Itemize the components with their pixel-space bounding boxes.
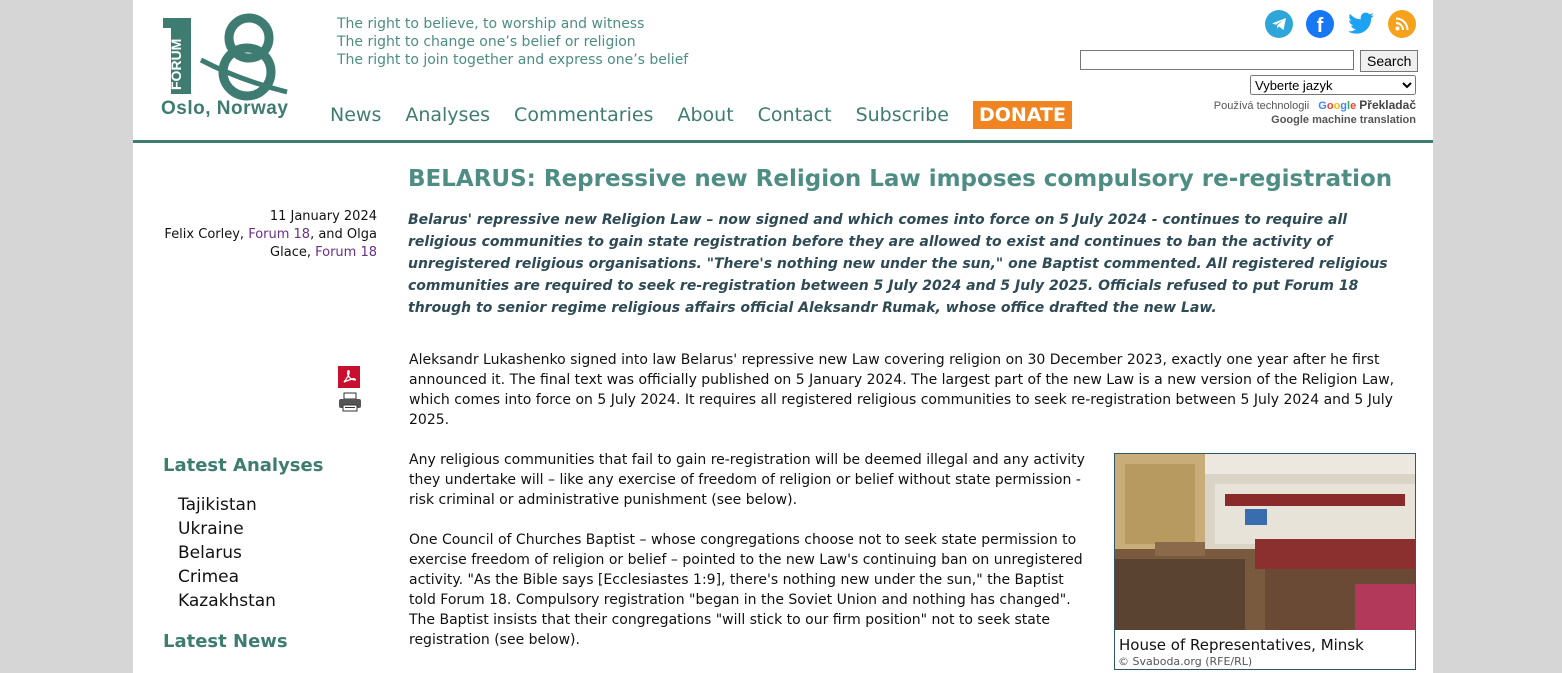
pdf-icon[interactable]: [338, 366, 360, 388]
rss-icon[interactable]: [1388, 10, 1416, 38]
taglines: [337, 15, 688, 69]
latest-analyses-list: [178, 493, 276, 613]
language-select[interactable]: [1250, 75, 1416, 95]
author-text-1: Felix Corley,: [164, 227, 249, 242]
forum18-link-2[interactable]: Forum 18: [315, 245, 377, 260]
analysis-link-crimea[interactable]: Crimea: [178, 567, 240, 587]
header-divider: [133, 140, 1433, 143]
nav-about[interactable]: About: [677, 104, 734, 126]
article-title: BELARUS: Repressive new Religion Law imposes compulsory re-registration: [408, 166, 1393, 192]
search-form: [1080, 50, 1418, 72]
social-links: [1265, 10, 1416, 38]
nav-commentaries[interactable]: Commentaries: [514, 104, 654, 126]
article-figure: [1114, 453, 1416, 670]
facebook-icon[interactable]: f: [1306, 10, 1334, 38]
search-input[interactable]: [1080, 50, 1354, 70]
translate-label[interactable]: Překladač: [1359, 98, 1416, 112]
tagline-2: The right to change one’s belief or religion: [337, 34, 636, 50]
latest-news-heading: Latest News: [163, 631, 288, 652]
analysis-link-belarus[interactable]: Belarus: [178, 543, 242, 563]
nav-news[interactable]: News: [330, 104, 382, 126]
figure-credit: © Svaboda.org (RFE/RL): [1118, 655, 1253, 668]
logo-location: Oslo, Norway: [161, 98, 289, 119]
printer-icon[interactable]: [338, 392, 362, 417]
figure-caption: House of Representatives, Minsk: [1119, 636, 1364, 654]
analysis-link-ukraine[interactable]: Ukraine: [178, 519, 244, 539]
analysis-link-tajikistan[interactable]: Tajikistan: [178, 495, 257, 515]
article-paragraph-2: Any religious communities that fail to gain re-registration will be deemed illegal and any activity they undertake will – like any exercise of freedom of religion or belief without state permission - risk criminal or administrative punishment (see below).: [409, 452, 1085, 508]
article-paragraph-1: Aleksandr Lukashenko signed into law Belarus' repressive new Law covering religion on 30 December 2023, exactly one year after he first announced it. The final text was officially published on 5 January 2024. The largest part of the new Law is a new version of the Religion Law, which comes into force on 5 July 2024. It requires all registered religious communities to seek re-registration between 5 July 2024 and 5 July 2025.: [409, 352, 1395, 428]
author-text-2: , and Olga Glace,: [270, 227, 377, 260]
google-translate-credit: [1214, 98, 1416, 127]
latest-analyses-heading: Latest Analyses: [163, 455, 324, 476]
twitter-icon[interactable]: [1347, 10, 1375, 38]
article-summary: Belarus' repressive new Religion Law – now signed and which comes into force on 5 July 2024 - continues to require all religious communities to gain state registration before they are allowed to exist and continues to ban the activity of unregistered religious organisations. "There's nothing new under the sun," one Baptist commented. All registered religious communities are required to seek re-registration between 5 July 2024 and 5 July 2025. Officials refused to put Forum 18 through to senior regime religious affairs official Aleksandr Rumak, whose office drafted the new Law.: [408, 212, 1388, 316]
telegram-icon[interactable]: [1265, 10, 1293, 38]
nav-subscribe[interactable]: Subscribe: [855, 104, 949, 126]
page: [133, 0, 1433, 673]
main-nav: [330, 101, 1096, 129]
nav-analyses[interactable]: Analyses: [405, 104, 491, 126]
google-logo[interactable]: Google: [1318, 100, 1357, 112]
search-button[interactable]: Search: [1360, 50, 1418, 72]
tagline-1: The right to believe, to worship and witness: [337, 16, 645, 32]
parliament-photo[interactable]: [1115, 454, 1415, 630]
machine-translation-label: Google machine translation: [1271, 114, 1416, 126]
article-date: 11 January 2024: [269, 209, 377, 224]
svg-text:FORUM: FORUM: [168, 38, 184, 90]
article-tools: [338, 366, 362, 417]
article-paragraph-3: One Council of Churches Baptist – whose congregations choose not to seek state permission to exercise freedom of religion or belief – pointed to the new Law's continuing ban on unregistered activity. "As the Bible says [Ecclesiastes 1:9], there's nothing new under the sun," the Baptist told Forum 18. Compulsory registration "began in the Soviet Union and nothing has changed". The Baptist insists that their congregations "will stick to our firm position" not to seek state registration (see below).: [409, 532, 1083, 648]
nav-contact[interactable]: Contact: [757, 104, 832, 126]
analysis-link-kazakhstan[interactable]: Kazakhstan: [178, 591, 276, 611]
forum18-link-1[interactable]: Forum 18: [248, 227, 311, 242]
article-meta: [163, 208, 377, 262]
tagline-3: The right to join together and express one’s belief: [337, 52, 689, 68]
language-selector: [1250, 75, 1416, 95]
article-authors: [163, 226, 377, 262]
donate-button[interactable]: DONATE: [973, 101, 1072, 129]
powered-by-label: Používá technologii: [1213, 100, 1310, 112]
